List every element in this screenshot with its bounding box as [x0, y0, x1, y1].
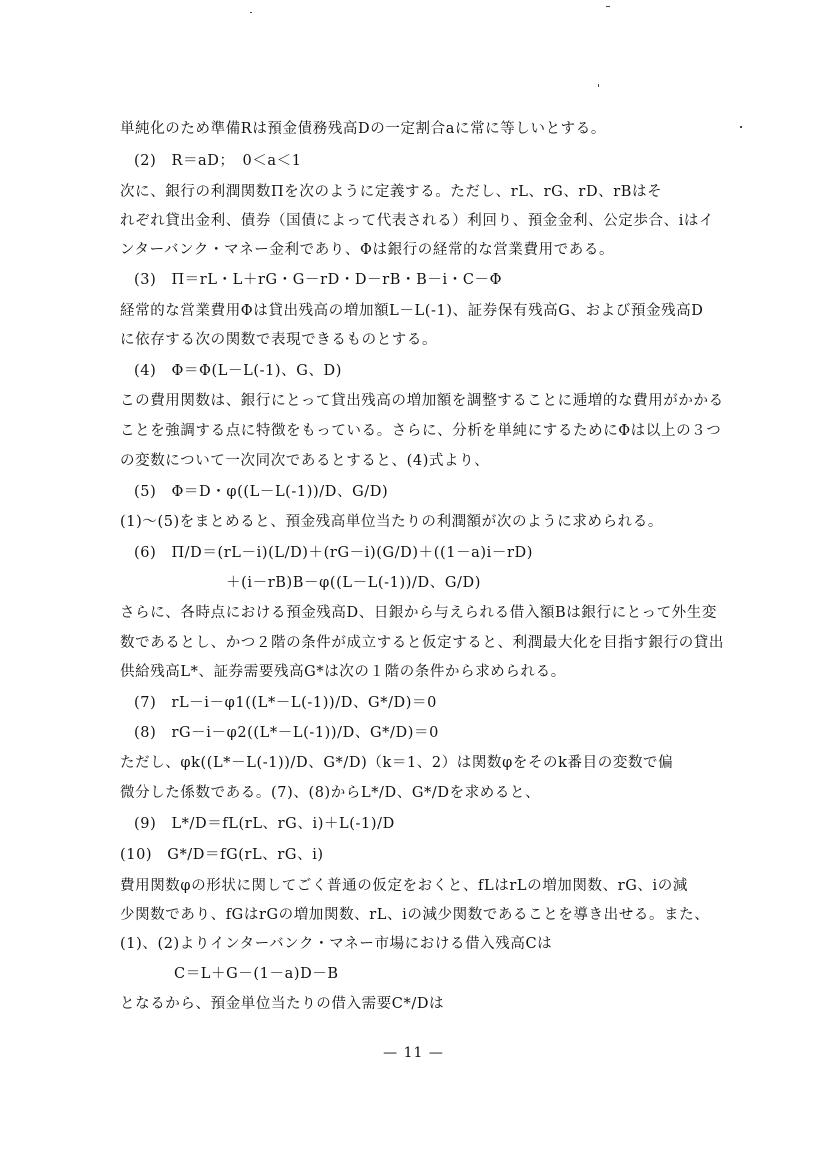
equation-7: (7) rL－i－φ1((L*－L(-1))/D、G*/D)＝0	[134, 695, 437, 711]
text-line: 微分した係数である。(7)、(8)からL*/D、G*/Dを求めると、	[120, 785, 541, 801]
equation-10: (10) G*/D＝fG(rL、rG、i)	[120, 847, 324, 863]
text-line: ただし、φk((L*－L(-1))/D、G*/D)（k＝1、2）は関数φをそのk番目の変数で偏	[120, 755, 674, 771]
text-line: ことを強調する点に特徴をもっている。さらに、分析を単純にするためにΦは以上の３つ	[120, 423, 722, 439]
text-line: 単純化のため準備Rは預金債務残高Dの一定割合aに常に等しいとする。	[120, 121, 606, 137]
text-line: れぞれ貸出金利、債券（国債によって代表される）利回り、預金金利、公定歩合、iはイ	[120, 213, 715, 229]
text-line: の変数について一次同次であるとすると、(4)式より、	[120, 453, 490, 469]
equation-borrowing: C＝L＋G－(1－a)D－B	[174, 966, 339, 982]
text-line: 経常的な営業費用Φは貸出残高の増加額L－L(-1)、証券保有残高G、および預金残高D	[120, 303, 704, 319]
equation-6: (6) Π/D＝(rL－i)(L/D)＋(rG－i)(G/D)＋((1－a)i－rD)	[134, 545, 534, 561]
page-number: — 11 —	[383, 1045, 444, 1061]
scan-speck	[740, 126, 742, 128]
text-line: (1)、(2)よりインターバンク・マネー市場における借入残高Cは	[120, 936, 553, 952]
text-line: 費用関数φの形状に関してごく普通の仮定をおくと、fLはrLの増加関数、rG、iの減	[120, 878, 688, 894]
scan-speck	[598, 84, 599, 87]
equation-6-continued: ＋(i－rB)B－φ((L－L(-1))/D、G/D)	[226, 575, 481, 591]
text-line: ンターバンク・マネー金利であり、Φは銀行の経常的な営業費用である。	[120, 242, 615, 258]
text-line: となるから、預金単位当たりの借入需要C*/Dは	[120, 996, 445, 1012]
equation-8: (8) rG－i－φ2((L*－L(-1))/D、G*/D)＝0	[134, 725, 439, 741]
equation-2: (2) R＝aD； 0＜a＜1	[134, 153, 302, 169]
scan-speck	[250, 12, 252, 13]
equation-3: (3) Π＝rL・L＋rG・G－rD・D－rB・B－i・C－Φ	[134, 272, 503, 288]
text-line: に依存する次の関数で表現できるものとする。	[120, 332, 438, 348]
text-line: (1)～(5)をまとめると、預金残高単位当たりの利潤額が次のように求められる。	[120, 514, 663, 530]
text-line: さらに、各時点における預金残高D、日銀から与えられる借入額Bは銀行にとって外生変	[120, 605, 717, 621]
equation-4: (4) Φ＝Φ(L－L(-1)、G、D)	[134, 363, 343, 379]
equation-9: (9) L*/D＝fL(rL、rG、i)＋L(-1)/D	[134, 816, 395, 832]
text-line: この費用関数は、銀行にとって貸出残高の増加額を調整することに逓増的な費用がかかる	[120, 393, 724, 409]
text-line: 数であるとし、かつ２階の条件が成立すると仮定すると、利潤最大化を目指す銀行の貸出	[120, 635, 724, 651]
equation-5: (5) Φ＝D・φ((L－L(-1))/D、G/D)	[134, 484, 389, 500]
scan-speck	[606, 6, 610, 7]
text-line: 少関数であり、fGはrGの増加関数、rL、iの減少関数であることを導き出せる。また、	[120, 907, 710, 923]
text-line: 次に、銀行の利潤関数Πを次のように定義する。ただし、rL、rG、rD、rBはそ	[120, 184, 663, 200]
text-line: 供給残高L*、証券需要残高G*は次の１階の条件から求められる。	[120, 664, 566, 680]
